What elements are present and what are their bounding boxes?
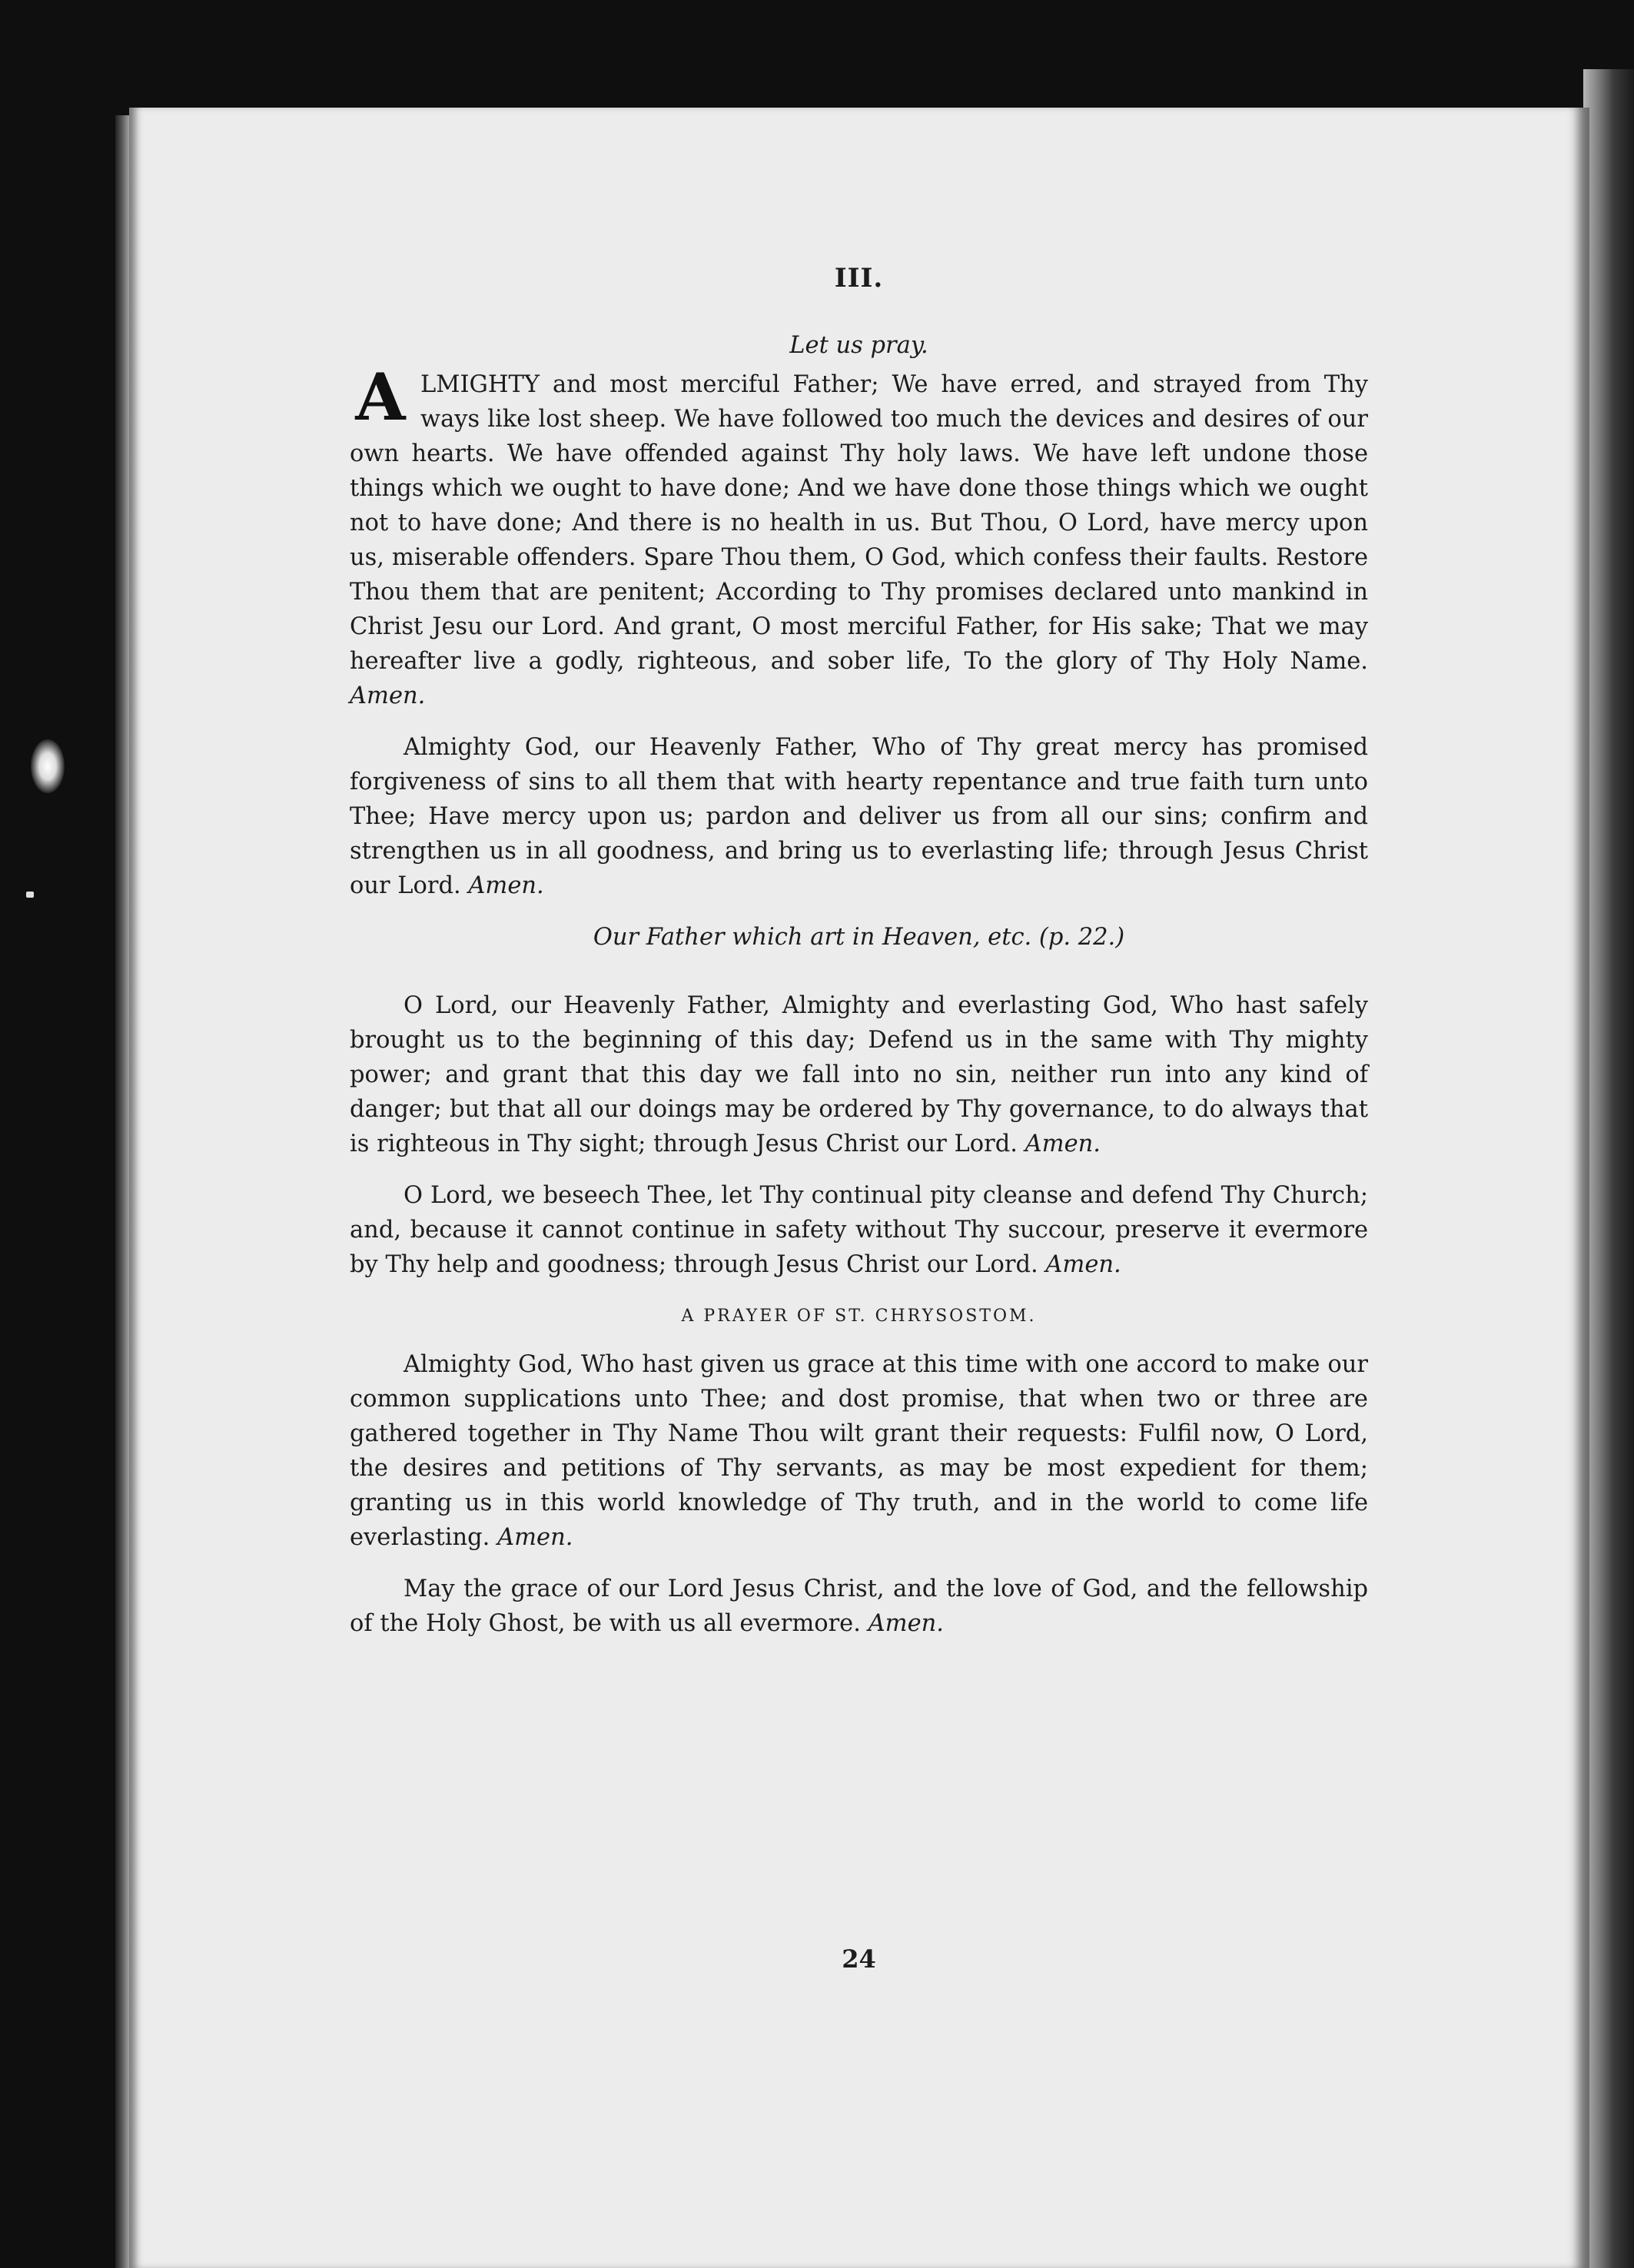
page-number: 24	[842, 1944, 876, 1974]
grace-text: May the grace of our Lord Jesus Christ, and the love of God, and the fellowship of the Holy Ghost, be with us all evermore.	[350, 1576, 1368, 1637]
amen: Amen.	[1025, 1131, 1101, 1157]
chrysostom-heading: A PRAYER OF ST. CHRYSOSTOM.	[681, 1307, 1037, 1326]
confession-paragraph	[350, 359, 1368, 713]
grace-paragraph	[350, 1572, 1368, 1641]
church-collect-paragraph	[350, 1178, 1368, 1282]
page-text	[350, 261, 1368, 1974]
absolution-paragraph	[350, 730, 1368, 903]
let-us-pray: Let us pray.	[789, 332, 928, 359]
amen: Amen.	[868, 1610, 944, 1637]
church-collect-text: O Lord, we beseech Thee, let Thy continual pity cleanse and defend Thy Church; and, because it cannot continue in safety without Thy succour, preserve it evermore by Thy help and goodness; through Jesus Christ our Lord.	[350, 1182, 1368, 1278]
right-page-edge	[1583, 69, 1634, 2268]
lords-prayer-reference: Our Father which art in Heaven, etc. (p. 22.)	[593, 924, 1125, 951]
chrysostom-text: Almighty God, Who hast given us grace at this time with one accord to make our common supplications unto Thee; and dost promise, that when two or three are gathered together in Thy Name Thou wilt grant their requests: Fulfil now, O Lord, the desires and petitions of Thy servants, as may be most expedient for them; granting us in this world knowledge of Thy truth, and in the world to come life everlasting.	[350, 1351, 1368, 1551]
amen: Amen.	[350, 682, 426, 709]
amen: Amen.	[497, 1524, 573, 1551]
dust-speck	[26, 892, 34, 898]
confession-text: LMIGHTY and most merciful Father; We have erred, and strayed from Thy ways like lost sheep. We have followed too much the devices and desires of our own hearts. We have offended against Thy holy laws. We have left undone those things which we ought to have done; And we have done those things which we ought not to have done; And there is no health in us. But Thou, O Lord, have mercy upon us, miserable offenders. Spare Thou them, O God, which confess their faults. Restore Thou them that are penitent; According to Thy promises declared unto mankind in Christ Jesu our Lord. And grant, O most merciful Father, for His sake; That we may hereafter live a godly, righteous, and sober life, To the glory of Thy Holy Name.	[350, 371, 1368, 675]
section-heading: III.	[834, 263, 884, 294]
drop-cap: A	[355, 359, 406, 435]
amen: Amen.	[468, 872, 544, 899]
chrysostom-paragraph	[350, 1347, 1368, 1555]
amen: Amen.	[1045, 1251, 1121, 1278]
morning-collect-text: O Lord, our Heavenly Father, Almighty and everlasting God, Who hast safely brought us to the beginning of this day; Defend us in the same with Thy mighty power; and grant that this day we fall into no sin, neither run into any kind of danger; but that all our doings may be ordered by Thy governance, to do always that is righteous in Thy sight; through Jesus Christ our Lord.	[350, 992, 1368, 1157]
light-glare	[31, 739, 65, 793]
morning-collect-paragraph	[350, 988, 1368, 1161]
absolution-text: Almighty God, our Heavenly Father, Who of Thy great mercy has promised forgiveness of sins to all them that with hearty repentance and true faith turn unto Thee; Have mercy upon us; pardon and deliver us from all our sins; confirm and strengthen us in all goodness, and bring us to everlasting life; through Jesus Christ our Lord.	[350, 734, 1368, 899]
